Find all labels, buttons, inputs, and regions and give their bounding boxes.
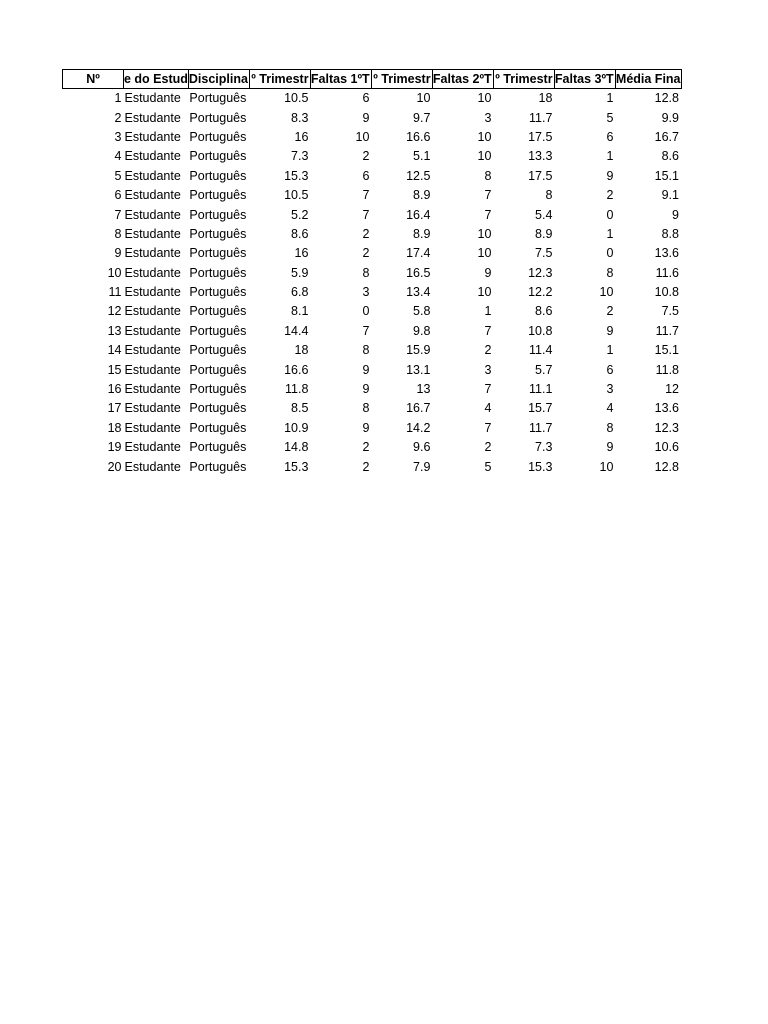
cell-number[interactable]: 15: [107, 362, 122, 377]
cell-term1-grade[interactable]: 18: [294, 343, 309, 358]
cell-absences-term3[interactable]: 1: [606, 226, 614, 241]
cell-term2-grade[interactable]: 16.5: [406, 265, 431, 280]
cell-absences-term1[interactable]: 8: [362, 343, 370, 358]
header-term2-grade-label: º Trimestr: [373, 72, 431, 86]
cell-term3-grade[interactable]: 5.4: [535, 207, 553, 222]
cell-subject[interactable]: Português: [189, 362, 247, 377]
cell-final-average[interactable]: 9: [672, 207, 679, 222]
cell-term3-grade[interactable]: 5.7: [535, 362, 553, 377]
cell-number[interactable]: 10: [107, 265, 122, 280]
cell-absences-term2[interactable]: 10: [477, 129, 492, 144]
table-row: [63, 128, 682, 147]
cell-term1-grade[interactable]: 15.3: [284, 459, 309, 474]
cell-subject[interactable]: Português: [189, 226, 247, 241]
header-absences-term3[interactable]: [554, 70, 615, 89]
cell-absences-term2[interactable]: 10: [477, 246, 492, 261]
header-absences-term2-label: Faltas 2ºT: [432, 72, 492, 86]
cell-term3-grade[interactable]: 7.3: [535, 440, 553, 455]
cell-absences-term1[interactable]: 6: [362, 91, 370, 106]
cell-absences-term3[interactable]: 5: [606, 110, 614, 125]
cell-term2-grade[interactable]: 16.6: [406, 129, 431, 144]
cell-final-average[interactable]: 12.3: [654, 420, 679, 435]
cell-term1-grade[interactable]: 10.9: [284, 420, 309, 435]
cell-subject[interactable]: Português: [189, 110, 247, 125]
cell-term2-grade[interactable]: 9.8: [413, 323, 431, 338]
cell-absences-term2[interactable]: 7: [484, 382, 492, 397]
cell-term1-grade[interactable]: 10.5: [284, 91, 309, 106]
cell-number[interactable]: 17: [107, 401, 122, 416]
table-row: [63, 341, 682, 360]
cell-term3-grade[interactable]: 7.5: [535, 246, 553, 261]
cell-absences-term3[interactable]: 9: [606, 168, 614, 183]
cell-number[interactable]: 13: [107, 323, 122, 338]
cell-final-average[interactable]: 15.1: [654, 343, 679, 358]
cell-number[interactable]: 4: [114, 149, 122, 164]
cell-absences-term3[interactable]: 6: [606, 129, 614, 144]
cell-student-name[interactable]: Estudante: [124, 382, 181, 397]
cell-term3-grade[interactable]: 10.8: [528, 323, 553, 338]
header-number[interactable]: Nº: [63, 70, 124, 89]
cell-student-name[interactable]: Estudante: [124, 362, 181, 377]
cell-term3-grade[interactable]: 15.3: [528, 459, 553, 474]
cell-term1-grade[interactable]: 11.8: [285, 382, 309, 397]
cell-subject[interactable]: Português: [189, 323, 247, 338]
cell-number[interactable]: 5: [114, 168, 122, 183]
cell-absences-term1[interactable]: 2: [362, 246, 370, 261]
cell-term3-grade[interactable]: 12.2: [528, 285, 553, 300]
cell-term3-grade[interactable]: 15.7: [528, 401, 553, 416]
cell-absences-term1[interactable]: 9: [362, 382, 370, 397]
cell-absences-term1[interactable]: 7: [362, 207, 370, 222]
cell-final-average[interactable]: 9.9: [661, 110, 679, 125]
cell-term3-grade[interactable]: 8: [545, 188, 553, 203]
cell-absences-term3[interactable]: 2: [606, 304, 614, 319]
cell-final-average[interactable]: 15.1: [654, 168, 679, 183]
cell-term2-grade[interactable]: 8.9: [413, 226, 431, 241]
cell-term2-grade[interactable]: 13: [416, 382, 431, 397]
cell-absences-term3[interactable]: 8: [606, 420, 614, 435]
cell-absences-term3[interactable]: 0: [606, 246, 614, 261]
cell-absences-term2[interactable]: 2: [484, 440, 492, 455]
cell-term3-grade[interactable]: 8.9: [535, 226, 553, 241]
cell-term1-grade[interactable]: 14.4: [284, 323, 309, 338]
cell-term1-grade[interactable]: 10.5: [284, 188, 309, 203]
cell-absences-term1[interactable]: 2: [362, 459, 370, 474]
cell-absences-term3[interactable]: 8: [606, 265, 614, 280]
cell-final-average[interactable]: 8.8: [661, 226, 679, 241]
cell-term3-grade[interactable]: 18: [538, 91, 553, 106]
cell-number[interactable]: 20: [107, 459, 122, 474]
cell-student-name[interactable]: Estudante: [124, 343, 181, 358]
cell-number[interactable]: 3: [114, 129, 122, 144]
cell-absences-term3[interactable]: 10: [599, 459, 614, 474]
table-header: [63, 70, 682, 89]
cell-absences-term1[interactable]: 8: [362, 401, 370, 416]
cell-term3-grade[interactable]: 11.1: [529, 382, 553, 397]
cell-number[interactable]: 19: [107, 440, 122, 455]
header-student-name-label: e do Estud: [124, 72, 188, 86]
cell-absences-term1[interactable]: 2: [362, 440, 370, 455]
cell-number[interactable]: 18: [107, 420, 122, 435]
cell-term1-grade[interactable]: 6.8: [291, 285, 309, 300]
cell-term1-grade[interactable]: 16: [294, 129, 309, 144]
cell-student-name[interactable]: Estudante: [124, 246, 181, 261]
cell-final-average[interactable]: 7.5: [661, 304, 679, 319]
table-row: [63, 89, 682, 109]
cell-student-name[interactable]: Estudante: [124, 149, 181, 164]
cell-absences-term3[interactable]: 3: [606, 382, 614, 397]
cell-final-average[interactable]: 10.6: [654, 440, 679, 455]
grades-table: [62, 69, 682, 477]
table-row: [63, 438, 682, 457]
header-row: [63, 70, 682, 89]
cell-absences-term1[interactable]: 7: [362, 323, 370, 338]
cell-subject[interactable]: Português: [189, 149, 247, 164]
cell-number[interactable]: 2: [114, 110, 122, 125]
cell-term1-grade[interactable]: 8.3: [291, 110, 309, 125]
cell-term1-grade[interactable]: 7.3: [291, 149, 309, 164]
cell-student-name[interactable]: Estudante: [124, 440, 181, 455]
cell-number[interactable]: 12: [107, 304, 122, 319]
cell-subject[interactable]: Português: [189, 459, 247, 474]
table-body: [63, 89, 682, 477]
cell-number[interactable]: 16: [107, 382, 122, 397]
header-term1-grade[interactable]: [249, 70, 310, 89]
cell-term1-grade[interactable]: 16.6: [284, 362, 309, 377]
cell-term1-grade[interactable]: 14.8: [284, 440, 309, 455]
cell-student-name[interactable]: Estudante: [124, 420, 181, 435]
table-row: [63, 419, 682, 438]
cell-student-name[interactable]: Estudante: [124, 459, 181, 474]
cell-term2-grade[interactable]: 14.2: [406, 420, 431, 435]
cell-term3-grade[interactable]: 11.7: [529, 420, 553, 435]
table-row: [63, 360, 682, 379]
cell-subject[interactable]: Português: [189, 420, 247, 435]
cell-number[interactable]: 1: [114, 91, 122, 106]
cell-absences-term2[interactable]: 10: [477, 285, 492, 300]
cell-absences-term2[interactable]: 8: [484, 168, 492, 183]
cell-term1-grade[interactable]: 15.3: [284, 168, 309, 183]
cell-absences-term2[interactable]: 7: [484, 323, 492, 338]
table-row: [63, 399, 682, 418]
cell-absences-term3[interactable]: 1: [606, 149, 614, 164]
cell-absences-term2[interactable]: 5: [484, 459, 492, 474]
cell-subject[interactable]: Português: [189, 285, 247, 300]
cell-absences-term3[interactable]: 6: [606, 362, 614, 377]
cell-absences-term3[interactable]: 2: [606, 188, 614, 203]
cell-absences-term2[interactable]: 10: [477, 149, 492, 164]
cell-term2-grade[interactable]: 13.1: [406, 362, 431, 377]
table-row: [63, 302, 682, 321]
header-absences-term3-label: Faltas 3ºT: [554, 72, 614, 86]
cell-absences-term3[interactable]: 9: [606, 323, 614, 338]
cell-final-average[interactable]: 11.8: [655, 362, 679, 377]
cell-student-name[interactable]: Estudante: [124, 129, 181, 144]
cell-absences-term3[interactable]: 4: [606, 401, 614, 416]
cell-subject[interactable]: Português: [189, 129, 247, 144]
cell-term3-grade[interactable]: 17.5: [528, 168, 553, 183]
cell-student-name[interactable]: Estudante: [124, 91, 181, 106]
cell-absences-term1[interactable]: 6: [362, 168, 370, 183]
cell-term1-grade[interactable]: 8.6: [291, 226, 309, 241]
table-row: [63, 167, 682, 186]
cell-final-average[interactable]: 9.1: [661, 188, 679, 203]
cell-final-average[interactable]: 16.7: [654, 129, 679, 144]
header-term3-grade-label: º Trimestr: [495, 72, 553, 86]
cell-student-name[interactable]: Estudante: [124, 401, 181, 416]
cell-number[interactable]: 6: [114, 188, 122, 203]
cell-student-name[interactable]: Estudante: [124, 285, 181, 300]
cell-student-name[interactable]: Estudante: [124, 323, 181, 338]
cell-term2-grade[interactable]: 16.7: [406, 401, 431, 416]
cell-term2-grade[interactable]: 9.6: [413, 440, 431, 455]
table-row: [63, 322, 682, 341]
cell-term2-grade[interactable]: 8.9: [413, 188, 431, 203]
cell-student-name[interactable]: Estudante: [124, 265, 181, 280]
cell-term2-grade[interactable]: 7.9: [413, 459, 431, 474]
cell-subject[interactable]: Português: [189, 382, 247, 397]
cell-subject[interactable]: Português: [189, 343, 247, 358]
header-student-name[interactable]: [124, 70, 189, 89]
cell-absences-term3[interactable]: 0: [606, 207, 614, 222]
cell-subject[interactable]: Português: [189, 304, 247, 319]
cell-final-average[interactable]: 12.8: [654, 459, 679, 474]
cell-term1-grade[interactable]: 5.9: [291, 265, 309, 280]
header-subject[interactable]: [188, 70, 249, 89]
cell-absences-term1[interactable]: 10: [355, 129, 370, 144]
table-row: [63, 147, 682, 166]
cell-term3-grade[interactable]: 13.3: [528, 149, 553, 164]
cell-subject[interactable]: Português: [189, 91, 247, 106]
cell-term2-grade[interactable]: 12.5: [406, 168, 431, 183]
cell-term2-grade[interactable]: 5.8: [413, 304, 431, 319]
cell-absences-term1[interactable]: 2: [362, 226, 370, 241]
cell-student-name[interactable]: Estudante: [124, 110, 181, 125]
table-row: [63, 457, 682, 476]
cell-final-average[interactable]: 10.8: [654, 285, 679, 300]
cell-subject[interactable]: Português: [189, 207, 247, 222]
cell-student-name[interactable]: Estudante: [124, 226, 181, 241]
header-subject-label: Disciplina: [188, 72, 248, 86]
cell-subject[interactable]: Português: [189, 265, 247, 280]
cell-absences-term2[interactable]: 4: [484, 401, 492, 416]
cell-absences-term2[interactable]: 3: [484, 362, 492, 377]
cell-absences-term3[interactable]: 1: [606, 343, 614, 358]
cell-final-average[interactable]: 8.6: [661, 149, 679, 164]
cell-absences-term1[interactable]: 7: [362, 188, 370, 203]
cell-final-average[interactable]: 13.6: [654, 401, 679, 416]
cell-final-average[interactable]: 12.8: [654, 91, 679, 106]
cell-absences-term1[interactable]: 9: [362, 362, 370, 377]
table-row: [63, 205, 682, 224]
cell-term2-grade[interactable]: 15.9: [406, 343, 431, 358]
cell-term1-grade[interactable]: 8.5: [291, 401, 309, 416]
table-row: [63, 283, 682, 302]
cell-subject[interactable]: Português: [189, 440, 247, 455]
cell-absences-term2[interactable]: 1: [484, 304, 492, 319]
cell-student-name[interactable]: Estudante: [124, 188, 181, 203]
cell-absences-term2[interactable]: 3: [484, 110, 492, 125]
cell-number[interactable]: 8: [114, 226, 122, 241]
cell-final-average[interactable]: 11.7: [655, 323, 679, 338]
cell-absences-term2[interactable]: 10: [477, 91, 492, 106]
cell-final-average[interactable]: 12: [665, 382, 679, 397]
cell-student-name[interactable]: Estudante: [124, 304, 181, 319]
cell-absences-term1[interactable]: 8: [362, 265, 370, 280]
cell-term3-grade[interactable]: 11.4: [529, 343, 553, 358]
cell-absences-term1[interactable]: 9: [362, 420, 370, 435]
cell-absences-term2[interactable]: 10: [477, 226, 492, 241]
header-term1-grade-label: º Trimestr: [251, 72, 309, 86]
cell-term2-grade[interactable]: 16.4: [406, 207, 431, 222]
cell-absences-term2[interactable]: 7: [484, 420, 492, 435]
cell-absences-term1[interactable]: 2: [362, 149, 370, 164]
cell-term2-grade[interactable]: 10: [416, 91, 431, 106]
header-absences-term2[interactable]: [432, 70, 493, 89]
header-absences-term1[interactable]: [310, 70, 371, 89]
cell-term3-grade[interactable]: 8.6: [535, 304, 553, 319]
cell-term3-grade[interactable]: 12.3: [528, 265, 553, 280]
header-term3-grade[interactable]: [493, 70, 554, 89]
cell-term1-grade[interactable]: 8.1: [291, 304, 309, 319]
table-row: [63, 380, 682, 399]
header-term2-grade[interactable]: [371, 70, 432, 89]
header-final-average[interactable]: [615, 70, 681, 89]
cell-absences-term3[interactable]: 10: [599, 285, 614, 300]
cell-absences-term1[interactable]: 9: [362, 110, 370, 125]
cell-number[interactable]: 7: [114, 207, 122, 222]
cell-absences-term2[interactable]: 9: [484, 265, 492, 280]
cell-term2-grade[interactable]: 9.7: [413, 110, 431, 125]
cell-number[interactable]: 11: [108, 285, 122, 300]
cell-subject[interactable]: Português: [189, 246, 247, 261]
cell-final-average[interactable]: 11.6: [655, 265, 679, 280]
table-row: [63, 108, 682, 127]
cell-student-name[interactable]: Estudante: [124, 168, 181, 183]
cell-absences-term3[interactable]: 1: [606, 91, 614, 106]
cell-absences-term2[interactable]: 7: [484, 188, 492, 203]
header-absences-term1-label: Faltas 1ºT: [310, 72, 370, 86]
cell-student-name[interactable]: Estudante: [124, 207, 181, 222]
table-row: [63, 244, 682, 263]
cell-term2-grade[interactable]: 5.1: [413, 149, 431, 164]
cell-absences-term3[interactable]: 9: [606, 440, 614, 455]
cell-term1-grade[interactable]: 16: [294, 246, 309, 261]
header-final-average-label: Média Fina: [615, 72, 681, 86]
table-row: [63, 264, 682, 283]
cell-number[interactable]: 9: [114, 246, 122, 261]
table-row: [63, 225, 682, 244]
cell-number[interactable]: 14: [107, 343, 122, 358]
cell-absences-term2[interactable]: 2: [484, 343, 492, 358]
cell-term2-grade[interactable]: 17.4: [406, 246, 431, 261]
cell-subject[interactable]: Português: [189, 168, 247, 183]
cell-subject[interactable]: Português: [189, 401, 247, 416]
cell-term1-grade[interactable]: 5.2: [291, 207, 309, 222]
cell-term3-grade[interactable]: 17.5: [528, 129, 553, 144]
cell-term2-grade[interactable]: 13.4: [406, 285, 431, 300]
table-row: [63, 186, 682, 205]
cell-term3-grade[interactable]: 11.7: [529, 110, 553, 125]
cell-absences-term2[interactable]: 7: [484, 207, 492, 222]
cell-final-average[interactable]: 13.6: [654, 246, 679, 261]
cell-absences-term1[interactable]: 0: [362, 304, 370, 319]
cell-subject[interactable]: Português: [189, 188, 247, 203]
cell-absences-term1[interactable]: 3: [362, 285, 370, 300]
